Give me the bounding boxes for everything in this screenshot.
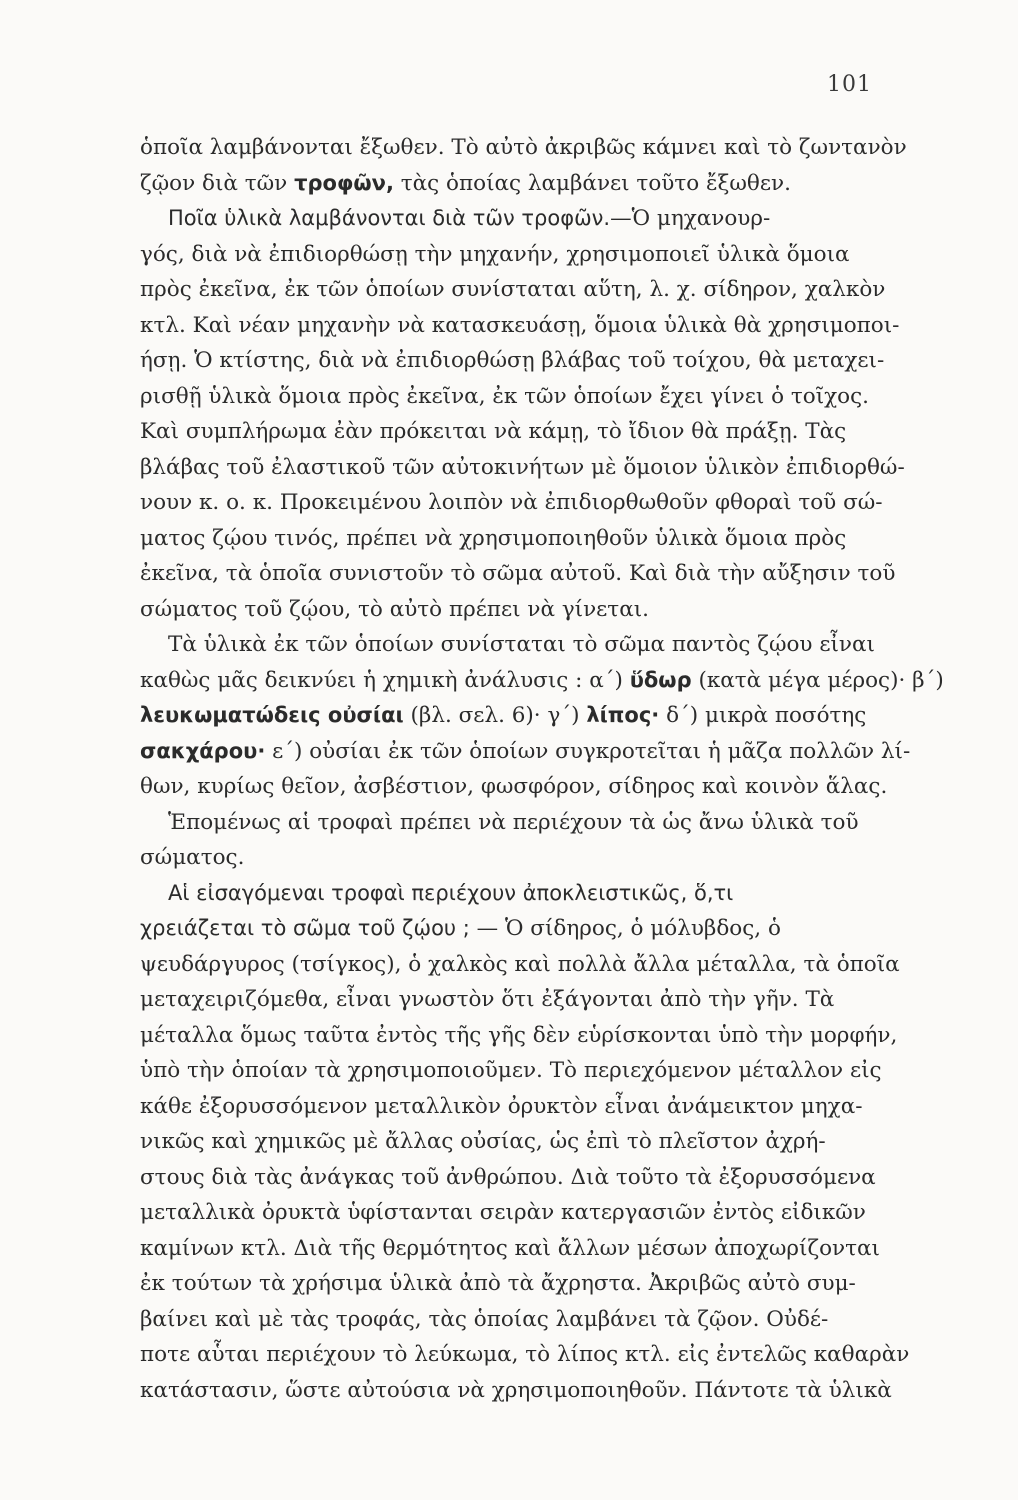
bold-term: σακχάρου· [140,738,266,763]
body-text [140,130,944,1408]
text-line: βαίνει καὶ μὲ τὰς τροφάς, τὰς ὁποίας λαμβάνει τὰ ζῷον. Οὐδέ- [140,1306,829,1332]
text-line: πρὸς ἐκεῖνα, ἐκ τῶν ὁποίων συνίσταται αὕτη, λ. χ. σίδηρον, χαλκὸν [140,277,886,302]
text-line: Ἑπομένως αἱ τροφαὶ πρέπει νὰ περιέχουν τὰ ὡς ἄνω ὑλικὰ τοῦ [168,809,859,835]
text-line: βλάβας τοῦ ἐλαστικοῦ τῶν αὐτοκινήτων μὲ ὅμοιον ὑλικὸν ἐπιδιορθώ- [140,454,905,480]
text-line: ζῷον διὰ τῶν τροφῶν, τὰς ὁποίας λαμβάνει τοῦτο ἔξωθεν. [140,170,791,196]
text-line: ποτε αὗται περιέχουν τὸ λεύκωμα, τὸ λίπος κτλ. εἰς ἐντελῶς καθαρὰν [140,1342,910,1367]
text-line: Καὶ συμπλήρωμα ἐὰν πρόκειται νὰ κάμῃ, τὸ ἴδιον θὰ πράξῃ. Τὰς [140,419,847,444]
text-line: ὑπὸ τὴν ὁποίαν τὰ χρησιμοποιοῦμεν. Τὸ περιεχόμενον μέταλλον εἰς [140,1058,882,1083]
text-line: ρισθῇ ὑλικὰ ὅμοια πρὸς ἐκεῖνα, ἐκ τῶν ὁποίων ἔχει γίνει ὁ τοῖχος. [140,383,869,409]
text-line: θων, κυρίως θεῖον, ἀσβέστιον, φωσφόρον, σίδηρος καὶ κοινὸν ἅλας. [140,774,888,799]
text-line: κάθε ἐξορυσσόμενον μεταλλικὸν ὀρυκτὸν εἶναι ἀνάμεικτον μηχα- [140,1093,863,1119]
text-line: ἐκ τούτων τὰ χρήσιμα ὑλικὰ ἀπὸ τὰ ἄχρηστα. Ἀκριβῶς αὐτὸ συμ- [140,1271,856,1296]
bold-term: λίπος· [586,703,660,727]
text-line: γός, διὰ νὰ ἐπιδιορθώσῃ τὴν μηχανήν, χρησιμοποιεῖ ὑλικὰ ὅμοια [140,241,850,267]
text-line: ἐκεῖνα, τὰ ὁποῖα συνιστοῦν τὸ σῶμα αὐτοῦ. Καὶ διὰ τὴν αὔξησιν τοῦ [140,561,896,586]
section-heading: Αἱ εἰσαγόμεναι τροφαὶ περιέχουν ἀποκλειστικῶς, ὅ,τι [168,880,734,905]
text-line: καθὼς μᾶς δεικνύει ἡ χημικὴ ἀνάλυσις : α΄) ὕδωρ (κατὰ μέγα μέρος)· β΄) [140,667,944,693]
text-line [140,876,890,912]
text-line: κτλ. Καὶ νέαν μηχανὴν νὰ κατασκευάσῃ, ὅμοια ὑλικὰ θὰ χρησιμοποι- [140,312,900,338]
text-line: σακχάρου· ε΄) οὐσίαι ἐκ τῶν ὁποίων συγκροτεῖται ἡ μᾶζα πολλῶν λί- [140,738,911,764]
text-line: μεταχειριζόμεθα, εἶναι γνωστὸν ὅτι ἐξάγονται ἀπὸ τὴν γῆν. Τὰ [140,987,835,1012]
bold-term: τροφῶν, [294,170,394,195]
text-line: Τὰ ὑλικὰ ἐκ τῶν ὁποίων συνίσταται τὸ σῶμα παντὸς ζῴου εἶναι [168,632,875,657]
text-line: Ποῖα ὑλικὰ λαμβάνονται διὰ τῶν τροφῶν.—Ὁ μηχανουρ- [168,206,771,231]
text-line: σώματος τοῦ ζῴου, τὸ αὐτὸ πρέπει νὰ γίνεται. [140,596,649,622]
text-line: ήσῃ. Ὁ κτίστης, διὰ νὰ ἐπιδιορθώσῃ βλάβας τοῦ τοίχου, θὰ μεταχει- [140,348,885,373]
text-line: χρειάζεται τὸ σῶμα τοῦ ζῴου ; — Ὁ σίδηρος, ὁ μόλυβδος, ὁ [140,916,781,941]
bold-term: ὕδωρ [629,667,692,692]
page-number: 101 [827,72,872,97]
text-line: καμίνων κτλ. Διὰ τῆς θερμότητος καὶ ἄλλων μέσων ἀποχωρίζονται [140,1235,880,1261]
text-line: σώματος. [140,845,245,870]
text-line: νουν κ. ο. κ. Προκειμένου λοιπὸν νὰ ἐπιδιορθωθοῦν φθοραὶ τοῦ σώ- [140,490,883,515]
text-line: ματος ζῴου τινός, πρέπει νὰ χρησιμοποιηθοῦν ὑλικὰ ὅμοια πρὸς [140,525,847,551]
text-line: κατάστασιν, ὥστε αὐτούσια νὰ χρησιμοποιηθοῦν. Πάντοτε τὰ ὑλικὰ [140,1377,892,1403]
section-heading: Ποῖα ὑλικὰ λαμβάνονται διὰ τῶν τροφῶν. [168,206,611,230]
text-line: νικῶς καὶ χημικῶς μὲ ἄλλας οὐσίας, ὡς ἐπὶ τὸ πλεῖστον ἀχρή- [140,1129,826,1154]
text-line: λευκωματώδεις οὐσίαι (βλ. σελ. 6)· γ΄) λίπος· δ΄) μικρὰ ποσότης [140,703,867,728]
text-line: στους διὰ τὰς ἀνάγκας τοῦ ἀνθρώπου. Διὰ τοῦτο τὰ ἐξορυσσόμενα [140,1164,876,1190]
text-line: ὁποῖα λαμβάνονται ἔξωθεν. Τὸ αὐτὸ ἀκριβῶς κάμνει καὶ τὸ ζωντανὸν [140,135,907,160]
text-line: μέταλλα ὅμως ταῦτα ἐντὸς τῆς γῆς δὲν εὑρίσκονται ὑπὸ τὴν μορφήν, [140,1022,898,1048]
bold-term: λευκωματώδεις οὐσίαι [140,703,404,727]
section-heading: χρειάζεται τὸ σῶμα τοῦ ζῴου ; [140,916,470,940]
text-line: μεταλλικὰ ὀρυκτὰ ὑφίστανται σειρὰν κατεργασιῶν ἐντὸς εἰδικῶν [140,1200,866,1225]
text-line: ψευδάργυρος (τσίγκος), ὁ χαλκὸς καὶ πολλὰ ἄλλα μέταλλα, τὰ ὁποῖα [140,951,900,977]
